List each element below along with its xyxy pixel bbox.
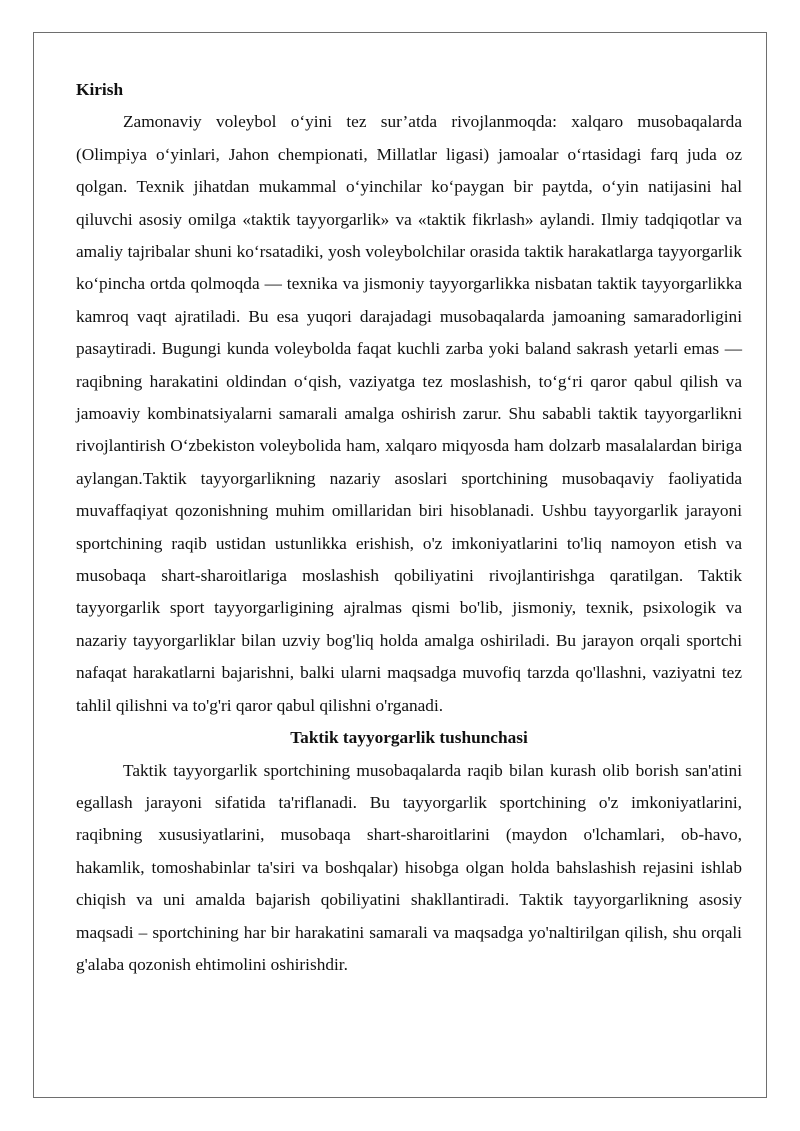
concept-paragraph: Taktik tayyorgarlik sportchining musobaqalarda raqib bilan kurash olib borish san'atini egallash jarayoni sifatida ta'riflanadi. Bu tayyorgarlik sportchining o'z imkoniyatlarini, raqibning xususiyatlarini, musobaqa shart-sharoitlarini (maydon o'lchamlari, ob-havo, hakamlik, tomoshabinlar ta'siri va boshqalar) hisobga olgan holda bahslashish rejasini ishlab chiqish va uni amalda bajarish qobiliyatini shakllantiradi. Taktik tayyorgarlikning asosiy maqsadi – sportchining har bir harakatini samarali va maqsadga yo'naltirilgan qilish, shu orqali g'alaba qozonish ehtimolini oshirishdir. (76, 760, 742, 974)
section-heading-kirish: Kirish (76, 80, 124, 99)
section-heading-taktik: Taktik tayyorgarlik tushunchasi (290, 728, 528, 748)
document-body (76, 74, 742, 981)
intro-paragraph: Zamonaviy voleybol o‘yini tez sur’atda rivojlanmoqda: xalqaro musobaqalarda (Olimpiya o‘yinlari, Jahon chempionati, Millatlar ligasi) jamoalar o‘rtasidagi farq juda oz qolgan. Texnik jihatdan mukammal o‘yinchilar ko‘paygan bir paytda, o‘yin natijasini hal qiluvchi asosiy omilga «taktik tayyorgarlik» va «taktik fikrlash» aylandi. Ilmiy tadqiqotlar va amaliy tajribalar shuni ko‘rsatadiki, yosh voleybolchilar orasida taktik harakatlarga tayyorgarlik ko‘pincha ortda qolmoqda — texnika va jismoniy tayyorgarlikka nisbatan taktik tayyorgarlikka kamroq vaqt ajratiladi. Bu esa yuqori darajadagi musobaqalarda jamoaning samaradorligini pasaytiradi. Bugungi kunda voleybolda faqat kuchli zarba yoki baland sakrash yetarli emas — raqibning harakatini oldindan o‘qish, vaziyatga tez moslashish, to‘g‘ri qaror qabul qilish va jamoaviy kombinatsiyalarni samarali amalga oshirish zarur. Shu sababli taktik tayyorgarlikni rivojlantirish O‘zbekiston voleybolida ham, xalqaro miqyosda ham dolzarb masalalardan biriga aylangan.Taktik tayyorgarlikning nazariy asoslari sportchining musobaqaviy faoliyatida muvaffaqiyat qozonishning muhim omillaridan biri hisoblanadi. Ushbu tayyorgarlik jarayoni sportchining raqib ustidan ustunlikka erishish, o'z imkoniyatlarini to'liq namoyon etish va musobaqa shart-sharoitlariga moslashish qobiliyatini rivojlantirishga qaratilgan. Taktik tayyorgarlik sport tayyorgarligining ajralmas qismi bo'lib, jismoniy, texnik, psixologik va nazariy tayyorgarliklar bilan uzviy bog'liq holda amalga oshiriladi. Bu jarayon orqali sportchi nafaqat harakatlarni bajarishni, balki ularni maqsadga muvofiq tarzda qo'llashni, vaziyatni tez tahlil qilishni va to'g'ri qaror qabul qilishni o'rganadi. (76, 112, 742, 715)
